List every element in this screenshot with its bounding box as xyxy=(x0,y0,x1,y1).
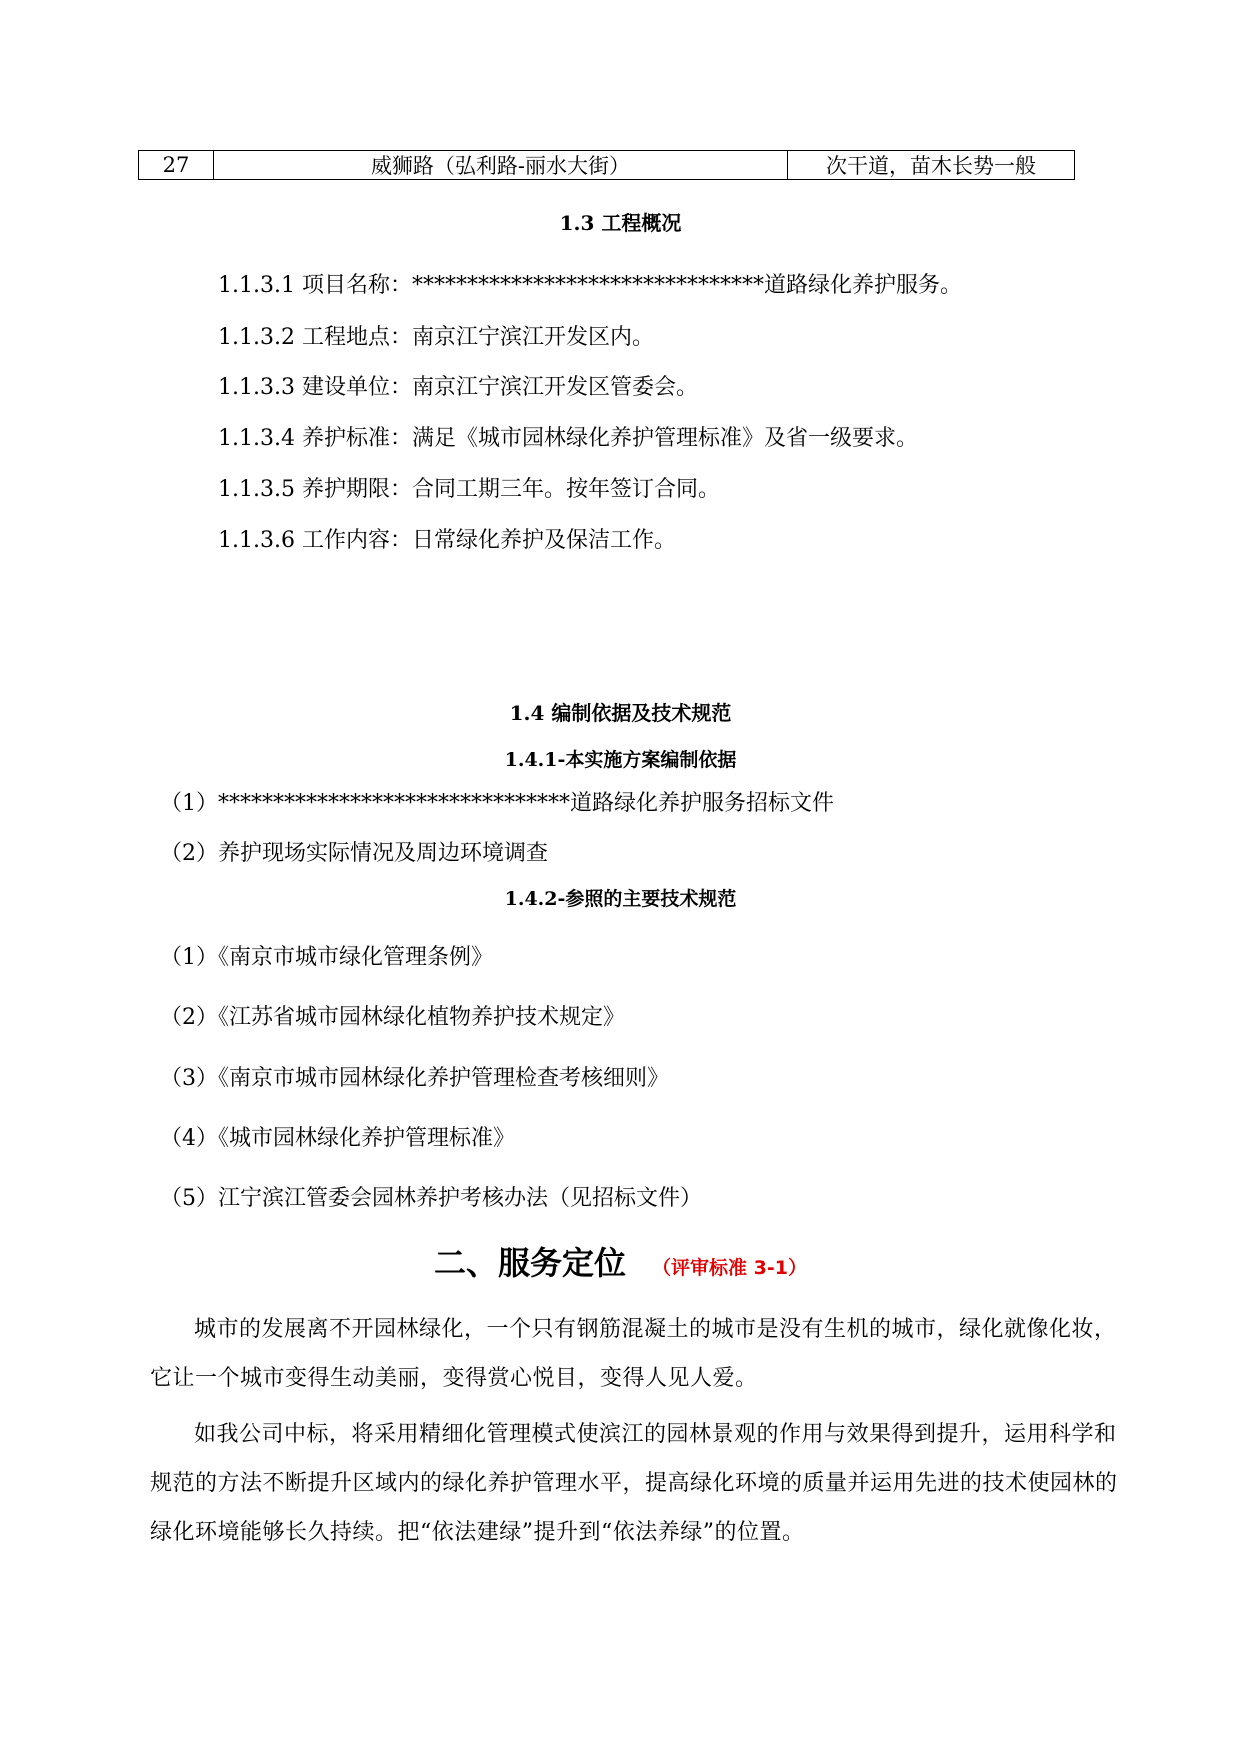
table-cell-note: 次干道，苗木长势一般 xyxy=(826,154,1036,178)
project-info-item: 1.1.3.6 工作内容：日常绿化养护及保洁工作。 xyxy=(218,528,676,553)
scoring-criteria-tag: （评审标准 3-1） xyxy=(652,1257,807,1279)
project-info-item: 1.1.3.5 养护期限：合同工期三年。按年签订合同。 xyxy=(218,477,720,502)
table-cell-number: 27 xyxy=(139,151,214,179)
project-info-item: 1.1.3.2 工程地点：南京江宁滨江开发区内。 xyxy=(218,325,654,350)
table-cell-road: 威狮路（弘利路-丽水大街） xyxy=(214,151,788,179)
project-info-item: 1.1.3.1 项目名称：********************************道路绿化养护服务。 xyxy=(218,273,962,298)
chapter-2-title: 二、服务定位 xyxy=(434,1244,627,1282)
standard-list-item: （1）《南京市城市绿化管理条例》 xyxy=(160,945,493,970)
paragraph: 如我公司中标，将采用精细化管理模式使滨江的园林景观的作用与效果得到提升，运用科学和规范的方法不断提升区域内的绿化养护管理水平，提高绿化环境的质量并运用先进的技术使园林的绿化环境能够长久持续。把“依法建绿”提升到“依法养绿”的位置。 xyxy=(150,1422,1118,1545)
section-1-4-title: 1.4 编制依据及技术规范 xyxy=(509,701,732,725)
project-info-item: 1.1.3.3 建设单位：南京江宁滨江开发区管委会。 xyxy=(218,375,698,400)
standard-list-item: （2）《江苏省城市园林绿化植物养护技术规定》 xyxy=(160,1005,625,1030)
chapter-2-heading xyxy=(0,1238,1241,1284)
basis-list-item: （1）********************************道路绿化养护服务招标文件 xyxy=(160,791,834,816)
standard-list-item: （4）《城市园林绿化养护管理标准》 xyxy=(160,1126,515,1151)
subsection-1-4-1-title: 1.4.1-本实施方案编制依据 xyxy=(504,749,737,771)
standard-list-item: （3）《南京市城市园林绿化养护管理检查考核细则》 xyxy=(160,1066,669,1091)
subsection-1-4-2-title: 1.4.2-参照的主要技术规范 xyxy=(504,888,737,910)
standard-list-item: （5）江宁滨江管委会园林养护考核办法（见招标文件） xyxy=(160,1186,702,1211)
table-row xyxy=(138,150,1075,180)
project-info-item: 1.1.3.4 养护标准：满足《城市园林绿化养护管理标准》及省一级要求。 xyxy=(218,426,918,451)
basis-list-item: （2）养护现场实际情况及周边环境调查 xyxy=(160,841,548,866)
paragraph: 城市的发展离不开园林绿化，一个只有钢筋混凝土的城市是没有生机的城市，绿化就像化妆，它让一个城市变得生动美丽，变得赏心悦目，变得人见人爱。 xyxy=(150,1317,1117,1391)
service-positioning-text xyxy=(150,1305,1135,1557)
section-1-3-title: 1.3 工程概况 xyxy=(559,211,682,235)
